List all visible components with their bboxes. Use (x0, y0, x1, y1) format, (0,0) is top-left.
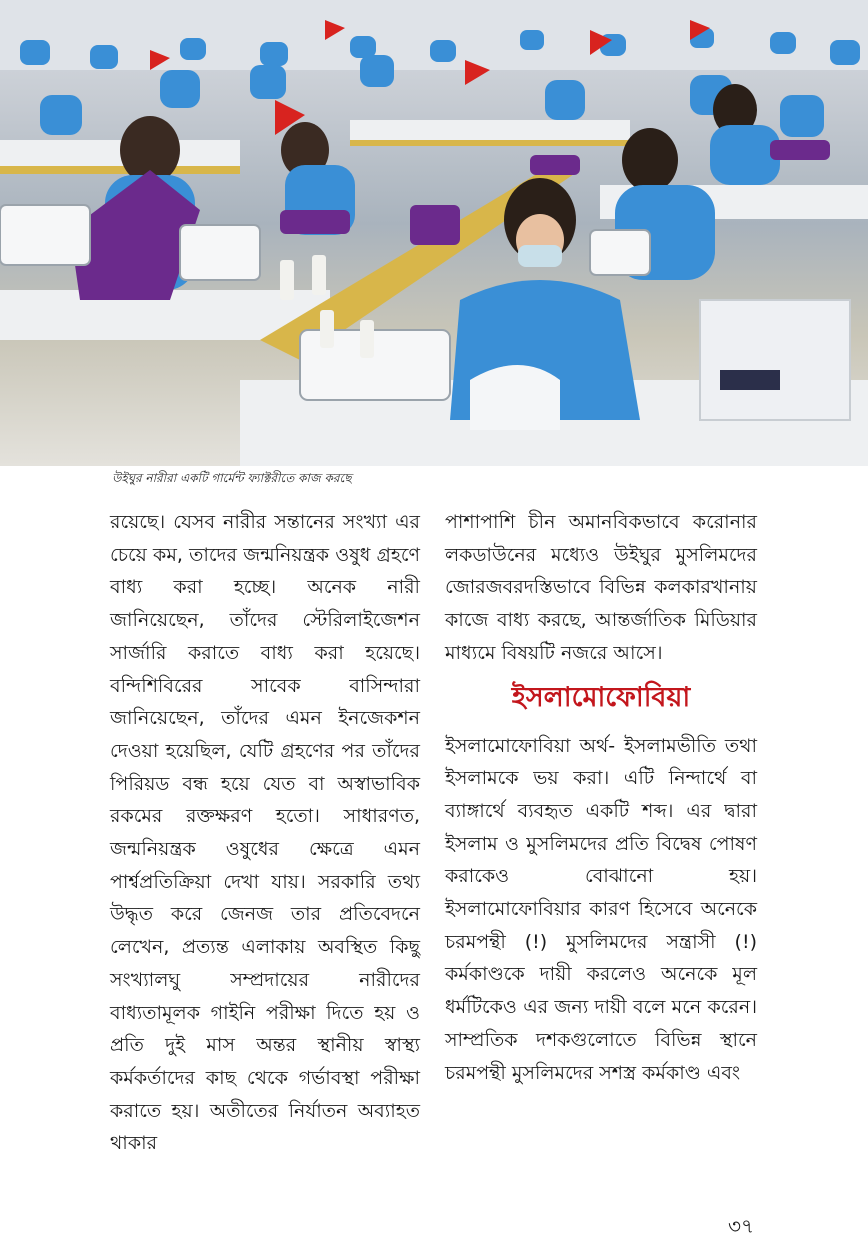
section-heading: ইসলামোফোবিয়া (511, 681, 691, 713)
left-column (110, 506, 420, 1160)
page-number: ৩৭ (728, 1214, 755, 1238)
factory-photo (0, 0, 868, 466)
right-column (445, 506, 757, 1089)
factory-photo-icon (0, 0, 868, 466)
left-column-text: রয়েছে। যেসব নারীর সন্তানের সংখ্যা এর চেয়ে কম, তাদের জন্মনিয়ন্ত্রক ওষুধ গ্রহণে বাধ্য করা হচ্ছে। অনেক নারী জানিয়েছেন, তাঁদের স্টেরিলাইজেশন সার্জারি করাতে বাধ্য করা হয়েছে। বন্দিশিবিরের সাবেক বাসিন্দারা জানিয়েছেন, তাঁদের এমন ইনজেকশন দেওয়া হয়েছিল, যেটি গ্রহণের পর তাঁদের পিরিয়ড বন্ধ হয়ে যেত বা অস্বাভাবিক রকমের রক্তক্ষরণ হতো। সাধারণত, জন্মনিয়ন্ত্রক ওষুধের ক্ষেত্রে এমন পার্শ্বপ্রতিক্রিয়া দেখা যায়। সরকারি তথ্য উদ্ধৃত করে জেনজ তার প্রতিবেদনে লেখেন, প্রত্যন্ত এলাকায় অবস্থিত কিছু সংখ্যালঘু সম্প্রদায়ের নারীদের বাধ্যতামূলক গাইনি পরীক্ষা দিতে হয় ও প্রতি দুই মাস অন্তর স্থানীয় স্বাস্থ্য কর্মকর্তাদের কাছ থেকে গর্ভাবস্থা পরীক্ষা করাতে হয়। অতীতের নির্যাতন অব্যাহত থাকার (110, 511, 420, 1155)
photo-caption: উইঘুর নারীরা একটি গার্মেন্ট ফ্যাক্টরীতে কাজ করছে (112, 471, 352, 485)
right-column-intro: পাশাপাশি চীন অমানবিকভাবে করোনার লকডাউনের মধ্যেও উইঘুর মুসলিমদের জোরজবরদস্তিভাবে বিভিন্ন কলকারখানায় কাজে বাধ্য করছে, আন্তর্জাতিক মিডিয়ার মাধ্যমে বিষয়টি নজরে আসে। (445, 511, 757, 664)
right-column-body: ইসলামোফোবিয়া অর্থ- ইসলামভীতি তথা ইসলামকে ভয় করা। এটি নিন্দার্থে বা ব্যাঙ্গার্থে ব্যবহৃত একটি শব্দ। এর দ্বারা ইসলাম ও মুসলিমদের প্রতি বিদ্বেষ পোষণ করাকেও বোঝানো হয়। ইসলামোফোবিয়ার কারণ হিসেবে অনেকে চরমপন্থী (!) মুসলিমদের সন্ত্রাসী (!) কর্মকাণ্ডকে দায়ী করলেও অনেকে মূল ধর্মটিকেও এর জন্য দায়ী বলে মনে করেন। সাম্প্রতিক দশকগুলোতে বিভিন্ন স্থানে চরমপন্থী মুসলিমদের সশস্ত্র কর্মকাণ্ড এবং (445, 734, 757, 1084)
